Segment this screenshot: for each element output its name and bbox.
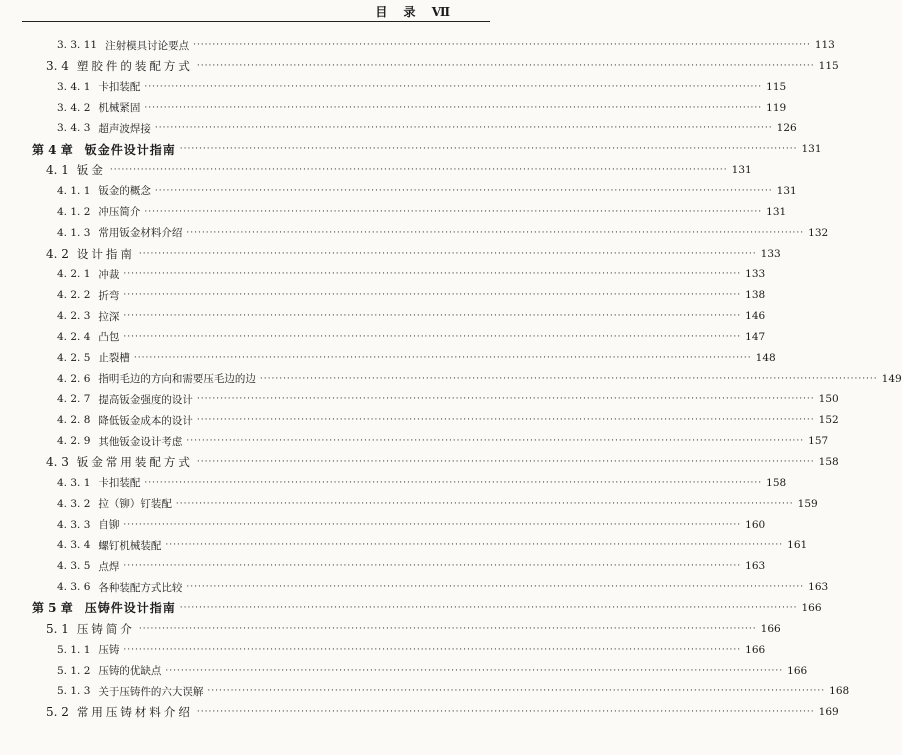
dot-leader: ································································································································································ [144,206,763,217]
toc-entry-number: 4. 2. 6 [57,372,91,385]
toc-entry [0,578,829,596]
toc-entry-page: 166 [745,643,766,656]
toc-entry-number: 4. 3. 2 [57,497,91,510]
dot-leader: ································································································································································ [123,561,742,572]
toc-entry [0,328,766,346]
toc-entry [0,119,797,137]
toc-entry-page: 163 [808,581,829,594]
toc-entry [0,265,766,283]
toc-entry-title: 折弯 [98,289,120,302]
toc-entry-page: 157 [808,435,829,448]
toc-entry-page: 147 [745,330,766,343]
toc-entry-title: 其他钣金设计考虑 [98,435,183,448]
toc-entry-page: 146 [745,310,766,323]
toc-entry-number: 4. 1. 1 [57,184,91,197]
dot-leader: ································································································································································ [259,373,878,384]
dot-leader: ································································································································································ [133,352,752,363]
dot-leader: ································································································································································ [123,290,742,301]
toc-entry-title: 凸包 [98,331,120,344]
dot-leader: ································································································································································ [123,331,742,342]
toc-entry-page: 169 [818,706,839,719]
toc-entry [0,703,839,721]
toc-entry-title: 设计指南 [76,246,135,261]
toc-entry-page: 160 [745,518,766,531]
toc-entry [0,662,808,680]
toc-entry-page: 131 [776,184,797,197]
toc-entry-number: 4. 3. 4 [57,539,91,552]
dot-leader: ································································································································································ [175,498,794,509]
dot-leader: ································································································································································ [186,227,805,238]
toc-entry-number: 4. 2. 1 [57,268,91,281]
toc-entry [0,557,766,575]
toc-entry-page: 148 [755,351,776,364]
toc-entry [0,453,839,471]
toc-entry-number: 4. 3. 6 [57,581,91,594]
toc-entry-number: 4. 1 [46,163,69,178]
toc-entry-title: 降低钣金成本的设计 [98,414,193,427]
toc-entry-number: 4. 2. 7 [57,393,91,406]
toc-entry-page: 150 [818,393,839,406]
toc-entry [0,411,839,429]
toc-entry-title: 指明毛边的方向和需要压毛边的边 [98,373,256,386]
toc-entry [0,390,839,408]
toc-entry [0,78,787,96]
toc-entry-page: 133 [760,247,781,260]
toc-entry-page: 163 [745,560,766,573]
toc-entry [0,474,787,492]
toc-entry-number: 4. 3. 5 [57,560,91,573]
toc-entry-title: 螺钉机械装配 [98,539,162,552]
toc-entry-number: 4. 2. 9 [57,435,91,448]
dot-leader: ································································································································································ [165,665,784,676]
toc-entry-number: 4. 2 [46,246,69,261]
toc-entry-page: 119 [766,101,787,114]
toc-entry-title: 常用钣金材料介绍 [98,227,183,240]
toc-entry-title: 自铆 [98,519,120,532]
toc-entry-page: 131 [731,164,752,177]
toc-entry-title: 压铸件设计指南 [84,601,176,616]
toc-entry [0,57,839,75]
toc-entry-page: 159 [797,497,818,510]
dot-leader: ································································································································································ [179,144,798,155]
dot-leader: ································································································································································ [196,60,815,71]
toc-entry-page: 126 [776,122,797,135]
toc-entry-page: 161 [787,539,808,552]
dot-leader: ································································································································································ [123,269,742,280]
toc-entry-title: 压铸简介 [76,621,135,636]
toc-entry-number: 4. 2. 5 [57,351,91,364]
toc-entry [0,245,781,263]
toc-entry-number: 4. 2. 8 [57,414,91,427]
toc-entry [0,432,829,450]
dot-leader: ································································································································································ [144,102,763,113]
toc-entry-title: 卡扣装配 [98,477,141,490]
toc-entry [0,307,766,325]
toc-entry [0,36,835,54]
toc-entry-page: 158 [766,476,787,489]
toc-entry [0,641,766,659]
dot-leader: ································································································································································ [154,123,773,134]
toc-entry-page: 166 [801,601,822,614]
toc-entry-number: 5. 1. 2 [57,664,91,677]
toc-entry-number: 4. 3 [46,455,69,469]
toc-entry [0,370,902,388]
toc-entry-number: 5. 1 [46,621,69,636]
dot-leader: ································································································································································ [123,311,742,322]
toc-entry-title: 止裂槽 [98,352,130,365]
toc-entry-page: 115 [766,80,787,93]
toc-entry-title: 常用压铸材料介绍 [76,705,193,720]
dot-leader: ································································································································································ [207,686,826,697]
dot-leader: ································································································································································ [196,394,815,405]
toc-entry-title: 拉深 [98,310,120,323]
toc-entry-page: 133 [745,268,766,281]
toc-entry-page: 132 [808,226,829,239]
toc-entry-title: 钣金常用装配方式 [76,455,193,469]
toc-entry-page: 149 [881,372,902,385]
dot-leader: ································································································································································ [196,707,815,718]
dot-leader: ································································································································································ [186,436,805,447]
dot-leader: ································································································································································ [193,40,811,50]
dot-leader: ································································································································································ [144,81,763,92]
toc-entry-title: 各种装配方式比较 [98,581,183,594]
toc-entry-number: 4. 3. 1 [57,476,91,489]
toc-entry-title: 机械紧固 [98,102,141,115]
toc-entry-number: 4. 2. 4 [57,330,91,343]
toc-entry [0,536,808,554]
toc-entry-page: 158 [818,456,839,468]
toc-entry-number: 3. 4. 3 [57,122,91,135]
dot-leader: ································································································································································ [165,540,784,551]
toc-entry [0,224,829,242]
toc-entry-title: 钣金 [76,163,106,178]
toc-entry-page: 115 [818,59,839,72]
toc-entry [0,99,787,117]
toc-entry-title: 钣金件设计指南 [84,142,176,157]
toc-entry-number: 4. 1. 2 [57,205,91,218]
toc-entry-title: 卡扣装配 [98,81,141,94]
toc-entry [0,286,766,304]
toc-entry-number: 4. 3. 3 [57,518,91,531]
toc-entry-page: 168 [829,685,850,698]
dot-leader: ································································································································································ [144,477,763,488]
toc-entry [0,182,797,200]
toc-entry-number: 3. 3. 11 [57,39,98,51]
toc-entry [0,140,822,158]
toc-entry-title: 压铸 [98,644,120,657]
toc-entry-number: 第 5 章 [32,601,73,616]
toc-entry-number: 4. 1. 3 [57,226,91,239]
toc-entry-title: 提高钣金强度的设计 [98,393,193,406]
toc-entry-title: 超声波焊接 [98,122,151,135]
toc-entry-page: 152 [818,414,839,427]
toc-entry [0,203,787,221]
dot-leader: ································································································································································ [196,457,815,467]
toc-entry-title: 冲裁 [98,268,120,281]
dot-leader: ································································································································································ [123,644,742,655]
toc-entry-number: 5. 2 [46,705,69,720]
toc-entry [0,495,818,513]
toc-entry [0,349,776,367]
toc-entry-page: 138 [745,289,766,302]
dot-leader: ································································································································································ [138,623,757,634]
toc-entry-number: 5. 1. 1 [57,643,91,656]
toc-entry [0,599,822,617]
toc-entry-title: 压铸的优缺点 [98,665,162,677]
dot-leader: ································································································································································ [179,602,798,613]
toc-entry-number: 5. 1. 3 [57,685,91,698]
toc-entry-title: 点焊 [98,560,120,573]
header-rule [22,21,490,22]
toc-entry-title: 关于压铸件的六大误解 [98,685,204,698]
toc-entry-page: 131 [801,143,822,156]
toc-entry-number: 3. 4 [46,58,69,73]
toc-entry-number: 第 4 章 [32,142,73,157]
dot-leader: ································································································································································ [186,582,805,593]
dot-leader: ································································································································································ [109,165,728,176]
dot-leader: ································································································································································ [138,248,757,259]
dot-leader: ································································································································································ [196,415,815,426]
toc-entry [0,516,766,534]
page-header [0,0,512,22]
toc-entry-title: 塑胶件的装配方式 [76,58,193,73]
toc-entry-number: 4. 2. 3 [57,310,91,323]
toc-entry [0,161,752,179]
toc-entry-page: 166 [787,664,808,677]
toc-entry-title: 钣金的概念 [98,185,151,198]
toc-entry-page: 166 [760,622,781,635]
toc-entry-number: 4. 2. 2 [57,289,91,302]
toc-entry-title: 冲压简介 [98,206,141,219]
toc-entry-number: 3. 4. 2 [57,101,91,114]
toc-entry-title: 拉（铆）钉装配 [98,498,172,511]
dot-leader: ································································································································································ [154,185,773,196]
dot-leader: ································································································································································ [123,519,742,530]
toc-entry [0,620,781,638]
header-title: 目 录 Ⅶ [375,5,456,19]
toc-entry-title: 注射模具讨论要点 [105,39,190,52]
toc-entry-page: 113 [814,39,835,51]
toc-entry-number: 3. 4. 1 [57,80,91,93]
toc-entry [0,682,850,700]
toc-entry-page: 131 [766,205,787,218]
